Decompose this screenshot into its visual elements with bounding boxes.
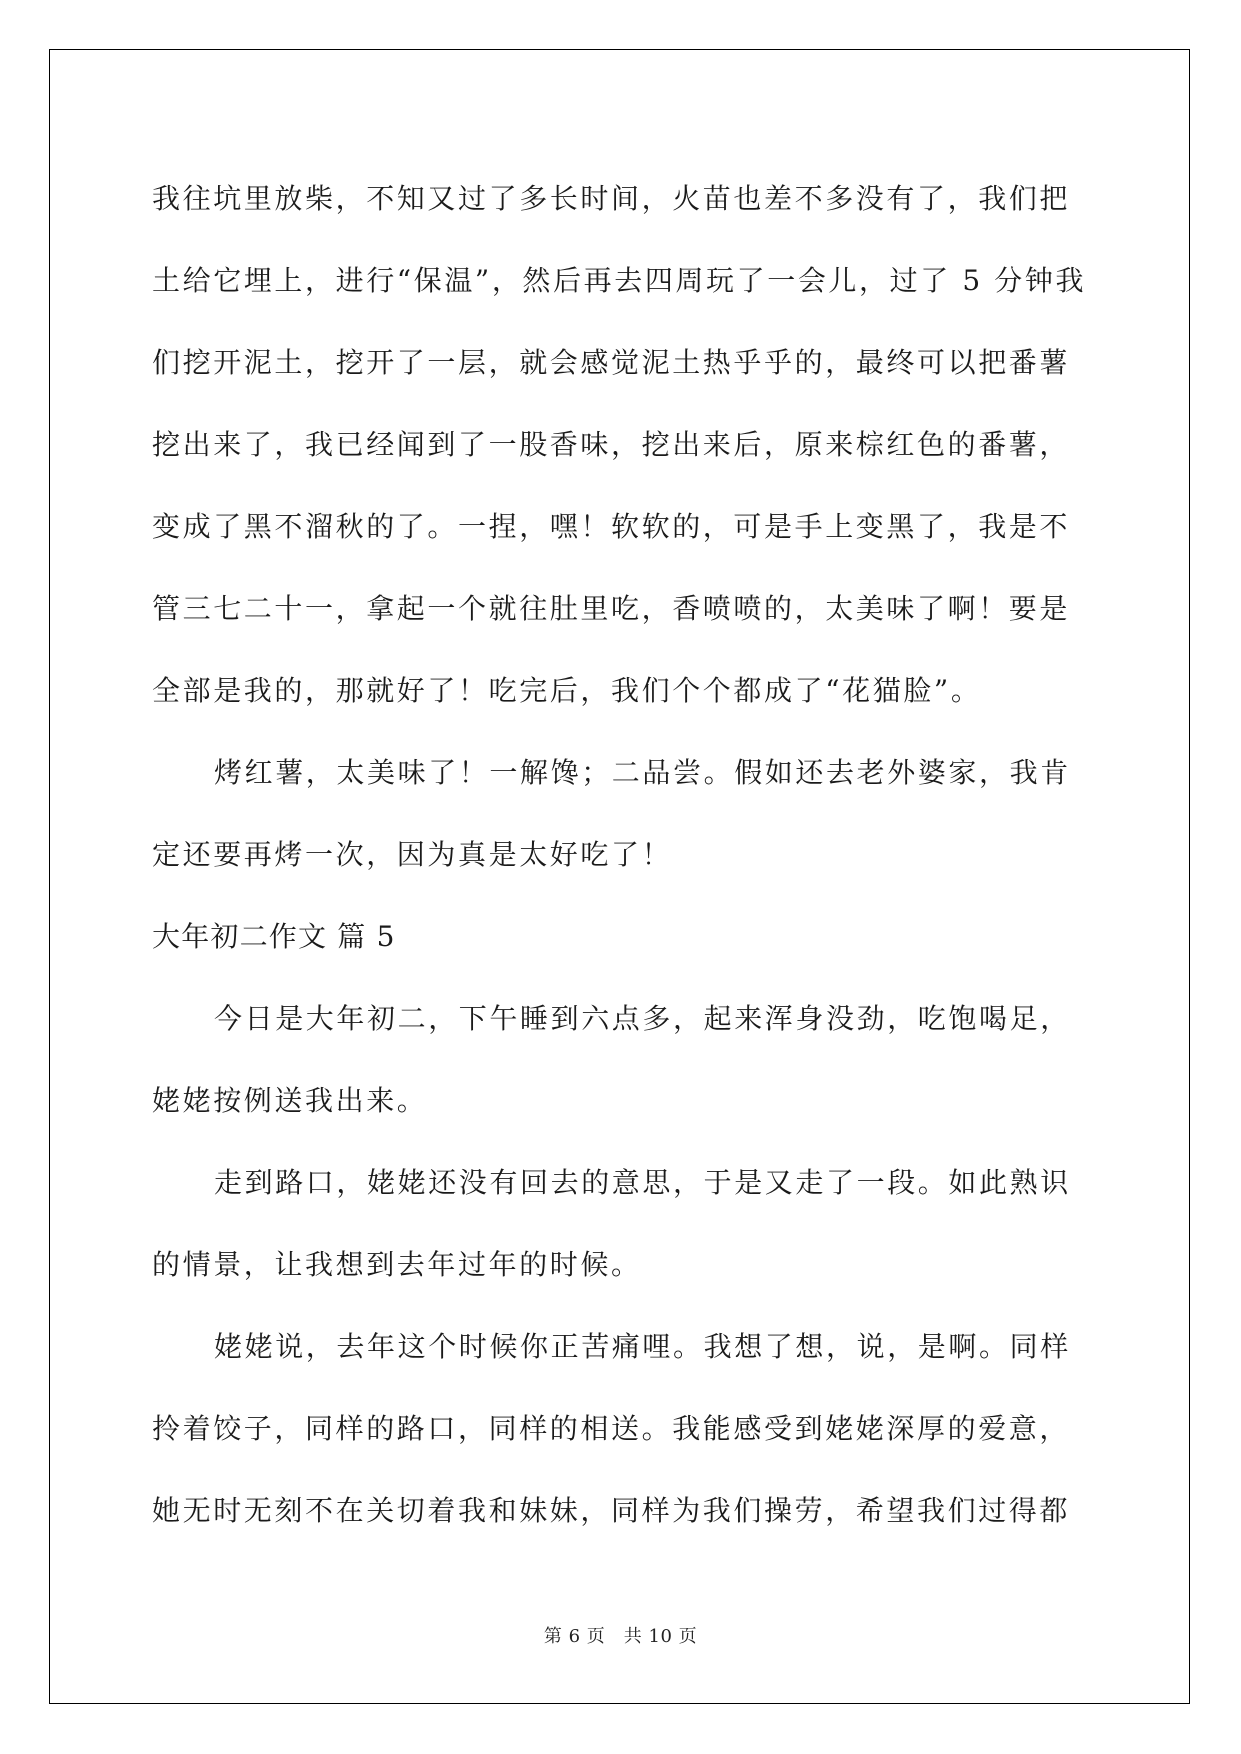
- text-line: 姥姥按例送我出来。: [152, 1084, 428, 1117]
- text-line: 她无时无刻不在关切着我和妹妹，同样为我们操劳，希望我们过得都: [152, 1494, 1071, 1527]
- document-body: [152, 158, 1090, 1552]
- text-line: 挖出来了，我已经闻到了一股香味，挖出来后，原来棕红色的番薯，: [152, 428, 1071, 461]
- text-line: 全部是我的，那就好了！吃完后，我们个个都成了“花猫脸”。: [152, 674, 982, 707]
- paragraph-first-line: 姥姥说，去年这个时候你正苦痛哩。我想了想，说，是啊。同样: [214, 1330, 1071, 1363]
- text-line: 管三七二十一，拿起一个就往肚里吃，香喷喷的，太美味了啊！要是: [152, 592, 1071, 625]
- text-line: 拎着饺子，同样的路口，同样的相送。我能感受到姥姥深厚的爱意，: [152, 1412, 1071, 1445]
- section-heading: 大年初二作文 篇 5: [152, 920, 396, 953]
- paragraph-first-line: 走到路口，姥姥还没有回去的意思，于是又走了一段。如此熟识: [214, 1166, 1071, 1199]
- paragraph-first-line: 烤红薯，太美味了！一解馋；二品尝。假如还去老外婆家，我肯: [214, 756, 1071, 789]
- page-number-footer: 第 6 页 共 10 页: [543, 1626, 698, 1647]
- paragraph-first-line: 今日是大年初二，下午睡到六点多，起来浑身没劲，吃饱喝足，: [214, 1002, 1071, 1035]
- text-line: 定还要再烤一次，因为真是太好吃了！: [152, 838, 673, 871]
- text-line: 们挖开泥土，挖开了一层，就会感觉泥土热乎乎的，最终可以把番薯: [152, 346, 1071, 379]
- text-line: 土给它埋上，进行“保温”，然后再去四周玩了一会儿，过了 5 分钟我: [152, 264, 1087, 297]
- text-line: 我往坑里放柴，不知又过了多长时间，火苗也差不多没有了，我们把: [152, 182, 1071, 215]
- text-line: 变成了黑不溜秋的了。一捏，嘿！软软的，可是手上变黑了，我是不: [152, 510, 1071, 543]
- text-line: 的情景，让我想到去年过年的时候。: [152, 1248, 642, 1281]
